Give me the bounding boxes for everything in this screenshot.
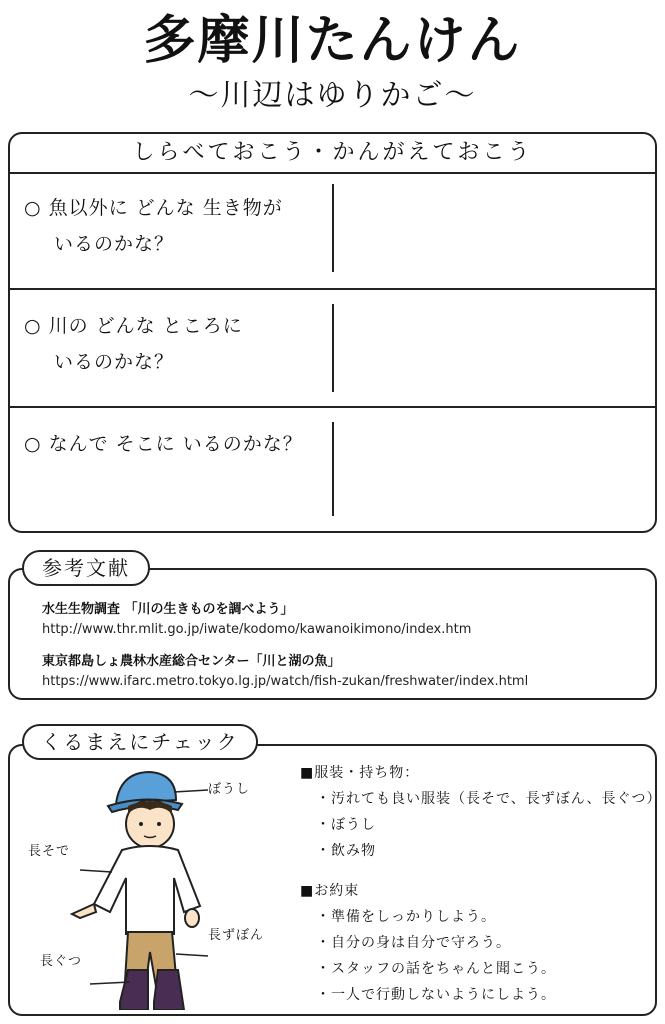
page-subtitle: 〜川辺はゆりかご〜 [188, 78, 477, 113]
question-line: いるのかな？ [54, 351, 175, 373]
question-line: ○ なんで そこに いるのかな？ [24, 433, 303, 455]
promise-item: ・準備をしっかりしよう。 [316, 909, 496, 925]
references-box [8, 568, 657, 700]
answer-divider [332, 422, 334, 516]
promise-item: ・一人で行動しないようにしよう。 [316, 987, 556, 1003]
boots-callout: 長ぐつ [40, 954, 83, 969]
promise-item: ・スタッフの話をちゃんと聞こう。 [316, 961, 556, 977]
clothing-item: ・飲み物 [316, 843, 376, 859]
clothing-item: ・汚れても良い服装（長そで、長ずぼん、長ぐつ） [316, 791, 662, 807]
promise-heading: ■お約束 [300, 883, 360, 899]
reference-link[interactable]: https://www.ifarc.metro.tokyo.lg.jp/watch/fish-zukan/freshwater/index.html [42, 674, 529, 689]
answer-divider [332, 304, 334, 392]
question-row [10, 408, 655, 530]
question-row [10, 172, 655, 290]
research-box [8, 132, 657, 533]
hat-callout: ぼうし [208, 782, 251, 797]
page-title: 多摩川たんけん [143, 11, 522, 71]
reference-title: 東京都島しょ農林水産総合センター「川と湖の魚」 [42, 654, 341, 669]
clothing-heading: ■服装・持ち物： [300, 765, 420, 781]
promise-item: ・自分の身は自分で守ろう。 [316, 935, 511, 951]
sleeves-callout: 長そで [28, 844, 71, 859]
child-illustration [50, 766, 250, 1010]
question-line: いるのかな？ [54, 233, 175, 255]
checklist-box [8, 744, 662, 1016]
reference-link[interactable]: http://www.thr.mlit.go.jp/iwate/kodomo/kawanoikimono/index.htm [42, 622, 472, 637]
checklist-tab: くるまえにチェック [22, 724, 258, 760]
question-row [10, 290, 655, 408]
clothing-item: ・ぼうし [316, 817, 376, 833]
answer-divider [332, 184, 334, 272]
references-tab: 参考文献 [22, 550, 150, 586]
question-line: ○ 川の どんな ところに [24, 315, 243, 337]
question-text [24, 190, 324, 262]
question-text [24, 426, 324, 462]
question-text [24, 308, 324, 380]
question-line: ○ 魚以外に どんな 生き物が [24, 197, 283, 219]
pants-callout: 長ずぼん [208, 928, 265, 943]
research-heading: しらべておこう・かんがえておこう [10, 134, 655, 174]
reference-title: 水生生物調査 「川の生きものを調べよう」 [42, 602, 294, 617]
